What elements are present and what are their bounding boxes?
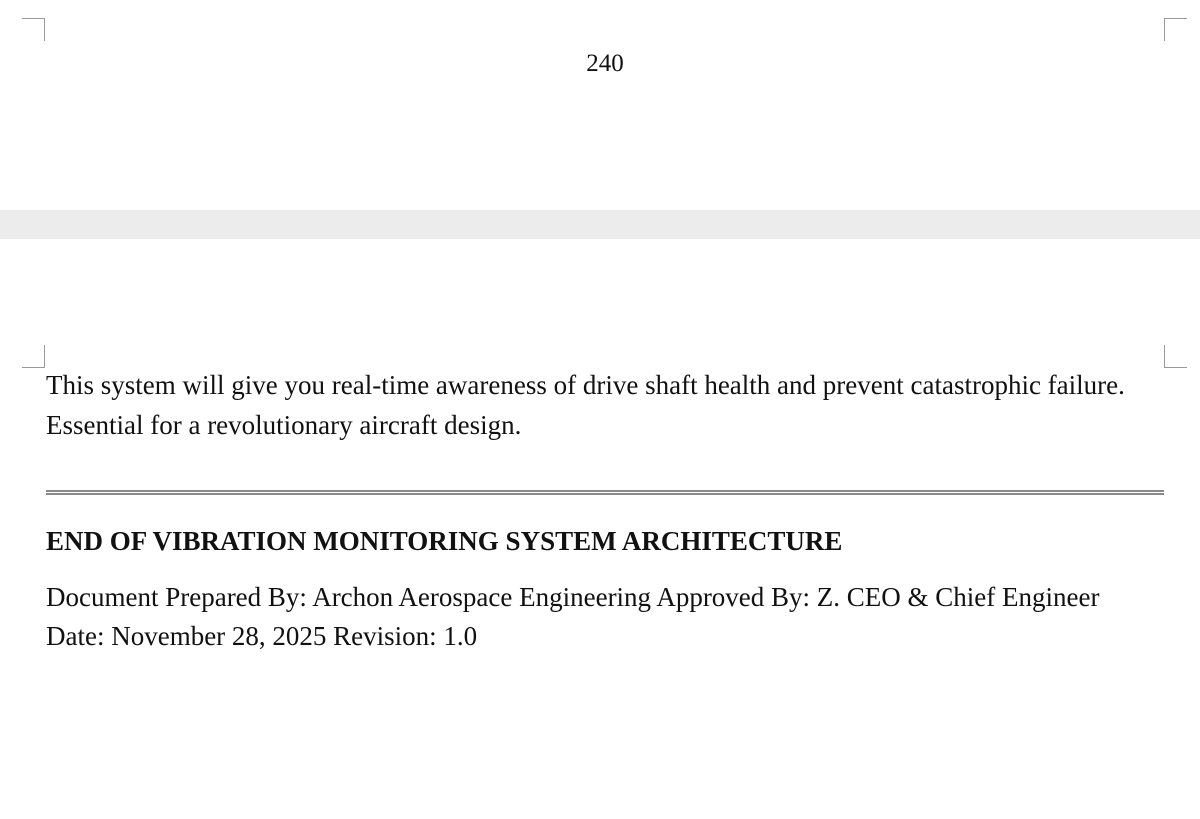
page-number: 240: [586, 50, 624, 77]
document-approval-info: Document Prepared By: Archon Aerospace Engineering Approved By: Z. CEO & Chief Engineer Date: November 28, 2025 Revision: 1.0: [46, 582, 1100, 651]
body-paragraph: This system will give you real-time awareness of drive shaft health and prevent catastrophic failure. Essential for a revolutionary aircraft design.: [46, 370, 1125, 440]
end-heading: END OF VIBRATION MONITORING SYSTEM ARCHITECTURE: [46, 526, 843, 556]
margin-corner-mark-bottom-right: [1164, 345, 1187, 368]
page-top-section: [0, 0, 1200, 210]
margin-corner-mark-bottom-left: [22, 345, 45, 368]
page-separator: [0, 210, 1200, 239]
margin-corner-mark-top-right: [1164, 18, 1187, 41]
horizontal-rule: [46, 490, 1164, 495]
margin-corner-mark-top-left: [22, 18, 45, 41]
